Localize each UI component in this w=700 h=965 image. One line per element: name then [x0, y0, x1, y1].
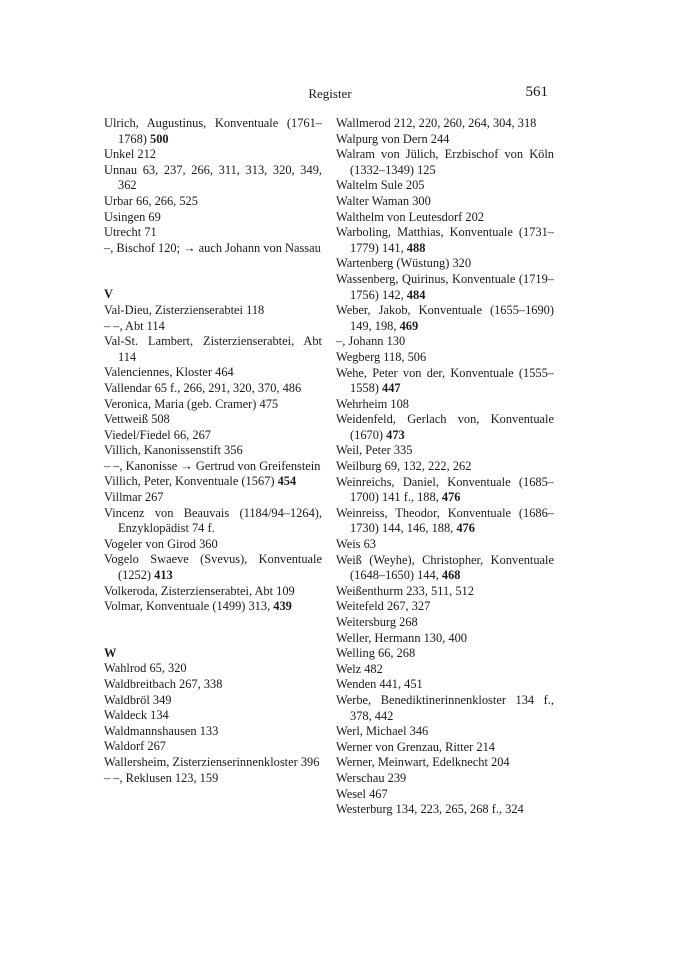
- index-entry-text: Vettweiß 508: [104, 412, 170, 427]
- index-entry-text: Veronica, Maria (geb. Cramer) 475: [104, 396, 279, 411]
- index-entry-text: Wartenberg (Wüstung) 320: [336, 256, 472, 271]
- index-entry-main-page: 413: [154, 568, 173, 583]
- index-entry-text: Weitefeld 267, 327: [336, 599, 431, 614]
- index-entry: [336, 475, 554, 506]
- index-entry-main-page: 500: [150, 131, 169, 146]
- index-entry-text: Waldeck 134: [104, 708, 169, 723]
- index-entry-text: Weller, Hermann 130, 400: [336, 630, 467, 645]
- index-entry: [336, 366, 554, 397]
- index-entry: [336, 132, 554, 148]
- index-entry: [104, 163, 322, 194]
- index-entry: [104, 303, 322, 319]
- index-entry: [336, 662, 554, 678]
- index-entry-text: Werner von Grenzau, Ritter 214: [336, 739, 495, 754]
- index-entry-text: Walram von Jülich, Erzbischof von Köln (1332–1349) 125: [336, 147, 554, 177]
- index-entry-text: Wehe, Peter von der, Konventuale (1555–1558): [336, 365, 554, 396]
- index-entry-text: Wehrheim 108: [336, 396, 409, 411]
- index-entry: [104, 693, 322, 709]
- index-entry-text: Weinreiss, Theodor, Konventuale (1686–1730) 144, 146, 188,: [336, 505, 554, 536]
- index-entry: [336, 740, 554, 756]
- index-entry-text: Walter Waman 300: [336, 193, 431, 208]
- index-entry: [104, 724, 322, 740]
- index-entry-text: Weis 63: [336, 537, 376, 552]
- index-entry-text: Usingen 69: [104, 209, 161, 224]
- index-entry-text: Viedel/Fiedel 66, 267: [104, 427, 211, 442]
- index-entry-text: Westerburg 134, 223, 265, 268 f., 324: [336, 802, 524, 817]
- index-entry: [104, 552, 322, 583]
- index-entry-text: Weilburg 69, 132, 222, 262: [336, 459, 472, 474]
- index-entry: [336, 194, 554, 210]
- index-entry: [336, 537, 554, 553]
- index-entry-text: Werl, Michael 346: [336, 724, 429, 739]
- index-entry: [336, 615, 554, 631]
- index-entry: [336, 724, 554, 740]
- index-entry-text: – –, Reklusen 123, 159: [104, 770, 219, 785]
- index-entry-text: Vallendar 65 f., 266, 291, 320, 370, 486: [104, 380, 302, 395]
- running-head-title: Register: [308, 86, 352, 101]
- index-entry: [336, 506, 554, 537]
- index-entry: [336, 802, 554, 818]
- index-entry: [336, 397, 554, 413]
- index-entry-text: –, Bischof 120; → auch Johann von Nassau: [104, 240, 321, 255]
- index-entry: [104, 225, 322, 241]
- index-entry-main-page: 454: [277, 474, 297, 489]
- index-entry-text: Volkeroda, Zisterzienserabtei, Abt 109: [104, 583, 295, 598]
- index-entry: [104, 755, 322, 771]
- index-entry-text: Wallmerod 212, 220, 260, 264, 304, 318: [336, 116, 537, 130]
- index-entry-text: Walpurg von Dern 244: [336, 131, 450, 146]
- index-entry: [104, 474, 322, 490]
- index-entry-text: Val-Dieu, Zisterzienserabtei 118: [104, 302, 265, 317]
- index-entry-text: Wesel 467: [336, 786, 388, 801]
- index-entry-text: Vogelo Swaeve (Svevus), Konventuale (1252): [104, 552, 322, 583]
- index-entry: [336, 755, 554, 771]
- index-entry: [104, 428, 322, 444]
- index-entry: [104, 194, 322, 210]
- index-entry-text: –, Johann 130: [336, 334, 406, 349]
- index-entry-main-page: 469: [399, 318, 419, 333]
- index-entry: [104, 365, 322, 381]
- index-entry-text: Weiß (Weyhe), Christopher, Konventuale (1648–1650) 144,: [336, 552, 554, 583]
- index-entry-text: Waldbröl 349: [104, 692, 172, 707]
- index-entry: [336, 412, 554, 443]
- index-entry-text: Villich, Peter, Konventuale (1567): [104, 474, 278, 489]
- index-entry: [104, 459, 322, 475]
- running-head: [0, 84, 700, 104]
- index-entry-text: Weinreichs, Daniel, Konventuale (1685–1700) 141 f., 188,: [336, 474, 554, 505]
- index-entry-text: Unkel 212: [104, 147, 156, 162]
- index-entry-text: Vincenz von Beauvais (1184/94–1264), Enzyklopädist 74 f.: [104, 505, 322, 536]
- index-entry-text: Weber, Jakob, Konventuale (1655–1690) 149, 198,: [336, 303, 554, 333]
- index-entry: [104, 490, 322, 506]
- index-entry: [336, 771, 554, 787]
- index-entry-text: Waldbreitbach 267, 338: [104, 677, 223, 691]
- index-entry: [104, 116, 322, 147]
- index-entry: [104, 412, 322, 428]
- index-entry-main-page: 439: [273, 599, 292, 614]
- index-entry: [104, 319, 322, 335]
- index-entry: [104, 210, 322, 226]
- index-entry: [336, 178, 554, 194]
- index-entry: [336, 584, 554, 600]
- index-entry: [336, 459, 554, 475]
- index-entry-text: Villmar 267: [104, 490, 164, 505]
- index-entry: [104, 537, 322, 553]
- index-entry: [104, 708, 322, 724]
- index-entry: [104, 334, 322, 365]
- index-entry-text: Wegberg 118, 506: [336, 349, 427, 364]
- index-entry-text: Weil, Peter 335: [336, 443, 413, 458]
- index-entry: [336, 787, 554, 803]
- index-entry-main-page: 488: [406, 240, 426, 255]
- index-entry: [104, 599, 322, 615]
- index-column-left: [104, 116, 322, 786]
- index-entry: [336, 631, 554, 647]
- index-entry: [104, 506, 322, 537]
- index-entry: [104, 584, 322, 600]
- index-entry-main-page: 447: [382, 381, 401, 396]
- index-entry-text: – –, Kanonisse → Gertrud von Greifenstein: [104, 458, 321, 473]
- index-entry-text: Wahlrod 65, 320: [104, 661, 187, 676]
- index-entry-main-page: 476: [456, 521, 475, 536]
- index-entry-text: Weidenfeld, Gerlach von, Konventuale (1670): [336, 412, 554, 442]
- index-entry-text: Wassenberg, Quirinus, Konventuale (1719–1756) 142,: [336, 271, 554, 302]
- index-entry: [336, 693, 554, 724]
- index-entry-text: Welz 482: [336, 661, 383, 676]
- index-entry: [104, 397, 322, 413]
- index-entry: [336, 553, 554, 584]
- index-entry-text: Ulrich, Augustinus, Konventuale (1761–1768): [104, 116, 322, 146]
- index-entry-text: Werbe, Benediktinerinnenkloster 134 f., 378, 442: [336, 692, 554, 723]
- index-entry: [104, 771, 322, 787]
- index-entry-text: Urbar 66, 266, 525: [104, 193, 198, 208]
- index-entry-main-page: 473: [386, 427, 405, 442]
- index-entry: [336, 303, 554, 334]
- index-entry-text: Wenden 441, 451: [336, 677, 423, 692]
- index-entry: [336, 256, 554, 272]
- index-entry: [336, 646, 554, 662]
- index-column-right: [336, 116, 554, 818]
- index-entry-main-page: 468: [441, 568, 461, 583]
- index-entry-text: Waltelm Sule 205: [336, 178, 425, 193]
- section-letter: W: [104, 645, 117, 660]
- index-entry: [336, 147, 554, 178]
- index-entry-text: Wallersheim, Zisterzienserinnenkloster 396: [104, 754, 320, 769]
- index-entry: [104, 443, 322, 459]
- index-entry: [336, 677, 554, 693]
- index-entry-text: Villich, Kanonissenstift 356: [104, 443, 243, 458]
- index-entry: [336, 225, 554, 256]
- index-entry: [104, 677, 322, 693]
- index-entry-main-page: 476: [441, 490, 461, 505]
- index-entry-text: Weitersburg 268: [336, 615, 418, 629]
- index-entry: [336, 116, 554, 132]
- index-entry-text: Val-St. Lambert, Zisterzienserabtei, Abt 114: [104, 334, 322, 364]
- index-entry-text: Utrecht 71: [104, 225, 157, 240]
- index-entry-text: Weißenthurm 233, 511, 512: [336, 583, 474, 598]
- index-entry: [336, 210, 554, 226]
- index-entry-text: – –, Abt 114: [104, 318, 165, 333]
- index-entry: [336, 350, 554, 366]
- index-entry: [104, 147, 322, 163]
- page-number: 561: [525, 84, 548, 100]
- index-entry-text: Vogeler von Girod 360: [104, 536, 218, 551]
- index-entry-text: Walthelm von Leutesdorf 202: [336, 209, 484, 224]
- section-letter: V: [104, 287, 113, 302]
- index-entry-text: Waldorf 267: [104, 739, 166, 754]
- index-entry-text: Valenciennes, Kloster 464: [104, 365, 234, 380]
- index-entry-main-page: 484: [406, 287, 426, 302]
- index-entry: [104, 661, 322, 677]
- index-entry: [336, 599, 554, 615]
- index-entry: [336, 272, 554, 303]
- index-entry-text: Volmar, Konventuale (1499) 313,: [104, 599, 274, 614]
- index-entry-text: Welling 66, 268: [336, 646, 416, 661]
- index-entry-text: Warboling, Matthias, Konventuale (1731–1779) 141,: [336, 225, 554, 255]
- index-entry: [336, 334, 554, 350]
- index-entry: [336, 443, 554, 459]
- index-entry-text: Werschau 239: [336, 770, 407, 785]
- index-entry-text: Unnau 63, 237, 266, 311, 313, 320, 349, 362: [104, 162, 322, 193]
- index-entry: [104, 381, 322, 397]
- index-entry: [104, 739, 322, 755]
- index-entry: [104, 241, 322, 257]
- index-entry-text: Werner, Meinwart, Edelknecht 204: [336, 755, 510, 770]
- index-entry-text: Waldmannshausen 133: [104, 723, 219, 738]
